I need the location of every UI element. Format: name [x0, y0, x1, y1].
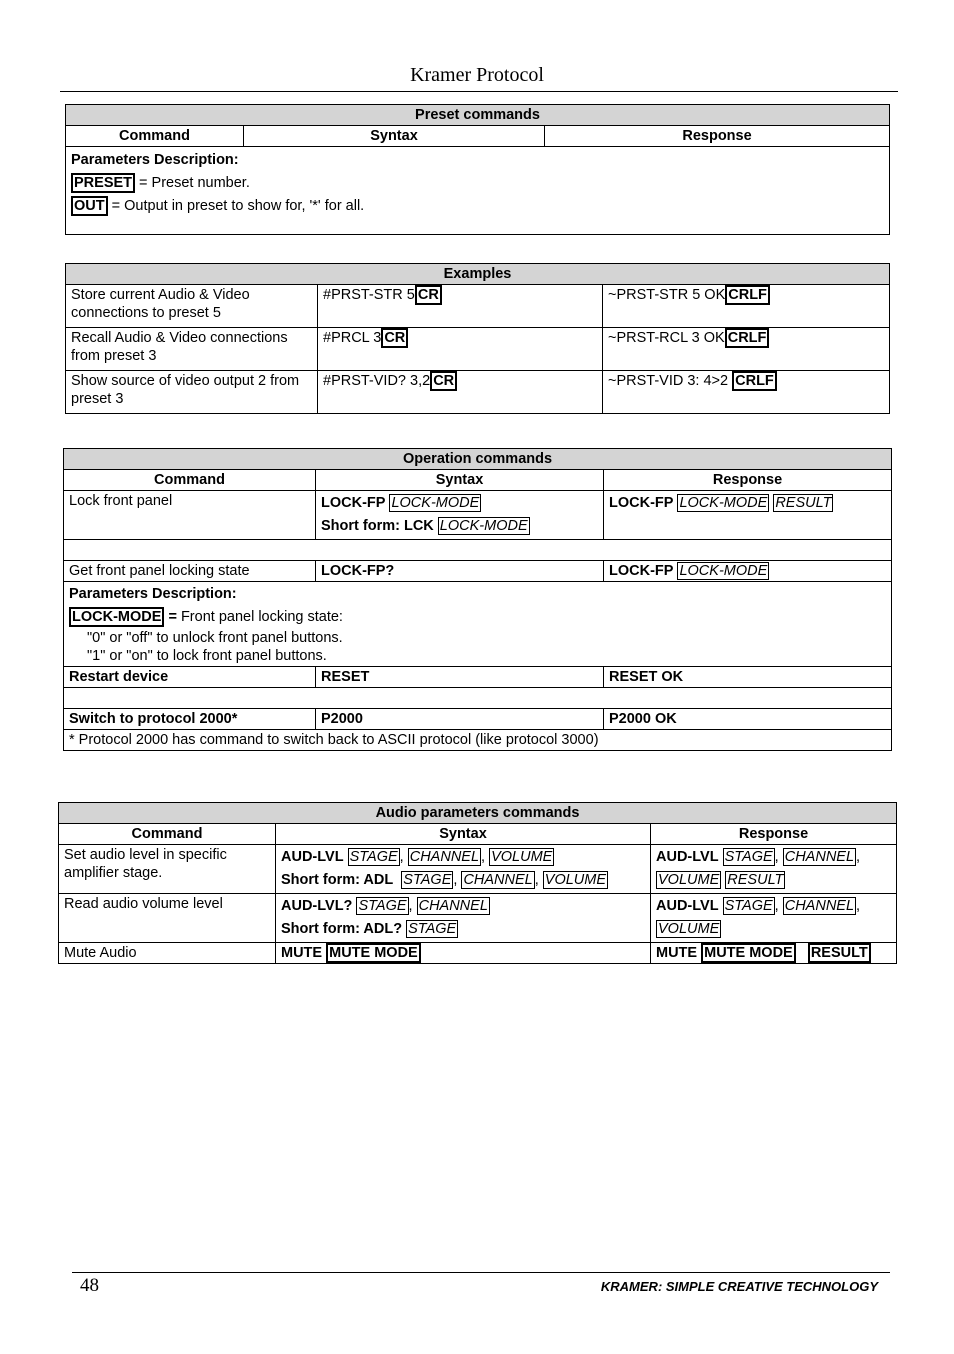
- example-cmd: [318, 285, 603, 328]
- restart-cmd: Restart device: [64, 667, 316, 688]
- get-syntax: [276, 894, 651, 943]
- get-response: [604, 561, 892, 582]
- param: CHANNEL: [463, 872, 533, 888]
- get-syntax: LOCK-FP?: [316, 561, 604, 582]
- blank-row: [64, 540, 892, 561]
- params-label: Parameters Description:: [69, 586, 237, 602]
- kw: MUTE: [656, 945, 698, 961]
- kw: AUD-LVL: [656, 898, 719, 914]
- crlf-token: CRLF: [725, 328, 770, 348]
- audio-commands-table: [58, 802, 897, 964]
- param: LOCK-MODE: [679, 495, 768, 511]
- p2000-response: P2000 OK: [604, 709, 892, 730]
- sep: ,: [774, 849, 783, 865]
- kw: LOCK-FP: [609, 495, 674, 511]
- p2000-cmd: Switch to protocol 2000*: [64, 709, 316, 730]
- sep: ,: [774, 898, 783, 914]
- kw: AUD-LVL: [281, 849, 344, 865]
- cr-token: CR: [415, 285, 442, 305]
- page-number: 48: [80, 1275, 99, 1296]
- table-row: [64, 491, 892, 540]
- col-command: Command: [64, 470, 316, 491]
- mute-cmd: Mute Audio: [59, 943, 276, 964]
- param: RESULT: [775, 495, 832, 511]
- param: VOLUME: [544, 872, 607, 888]
- kw: AUD-LVL?: [281, 898, 353, 914]
- lock-syntax: [316, 491, 604, 540]
- mute-response: [651, 943, 897, 964]
- sep: ,: [453, 872, 462, 888]
- param: STAGE: [408, 921, 457, 937]
- col-response: Response: [604, 470, 892, 491]
- example-desc: Store current Audio & Video connections to preset 5: [66, 285, 318, 328]
- table-row: [64, 730, 892, 751]
- table-row: [64, 582, 892, 667]
- table-row: [66, 371, 890, 414]
- resp-text: ~PRST-VID 3: 4>2: [608, 373, 733, 389]
- params-description: [66, 147, 890, 235]
- get-response: [651, 894, 897, 943]
- sep: ,: [534, 872, 543, 888]
- example-resp: [603, 285, 890, 328]
- table-row: [59, 894, 897, 943]
- crlf-token: CRLF: [725, 285, 770, 305]
- example-cmd: [318, 371, 603, 414]
- param-option: "1" or "on" to lock front panel buttons.: [87, 648, 327, 664]
- set-syntax: [276, 845, 651, 894]
- get-cmd: Read audio volume level: [59, 894, 276, 943]
- col-response: Response: [651, 824, 897, 845]
- param: CHANNEL: [784, 898, 855, 914]
- param: VOLUME: [658, 872, 720, 888]
- crlf-token: CRLF: [732, 371, 777, 391]
- kw: LOCK-FP: [321, 495, 386, 511]
- param-key-out: OUT: [71, 196, 108, 216]
- kw: LOCK-FP: [609, 563, 674, 579]
- param: CHANNEL: [784, 849, 855, 865]
- sep: ,: [481, 849, 490, 865]
- param: VOLUME: [491, 849, 553, 865]
- param: STAGE: [724, 898, 773, 914]
- cmd-text: #PRCL 3: [323, 330, 382, 346]
- example-cmd: [318, 328, 603, 371]
- example-desc: Show source of video output 2 from preset 3: [66, 371, 318, 414]
- col-syntax: Syntax: [316, 470, 604, 491]
- resp-text: ~PRST-RCL 3 OK: [608, 330, 725, 346]
- param: LOCK-MODE: [391, 495, 480, 511]
- p2000-syntax: P2000: [316, 709, 604, 730]
- param: MUTE MODE: [701, 943, 796, 963]
- header-rule: [60, 91, 898, 92]
- cmd-text: #PRST-STR 5: [323, 287, 415, 303]
- col-response: Response: [545, 126, 890, 147]
- preset-commands-table: [65, 104, 890, 235]
- table-row: [59, 845, 897, 894]
- set-response: [651, 845, 897, 894]
- kw: MUTE: [281, 945, 323, 961]
- restart-response: RESET OK: [604, 667, 892, 688]
- footer-tagline: KRAMER: SIMPLE CREATIVE TECHNOLOGY: [600, 1279, 878, 1294]
- param-option: "0" or "off" to unlock front panel buttons.: [87, 630, 343, 646]
- kw: AUD-LVL: [656, 849, 719, 865]
- param: LOCK-MODE: [439, 518, 528, 534]
- params-label: Parameters Description:: [71, 152, 239, 168]
- param-key: LOCK-MODE: [69, 607, 164, 627]
- footer-rule: [72, 1272, 890, 1273]
- example-resp: [603, 328, 890, 371]
- cr-token: CR: [430, 371, 457, 391]
- examples-table: [65, 263, 890, 414]
- param-desc: Front panel locking state:: [180, 609, 343, 625]
- table-row: [59, 943, 897, 964]
- param-desc-preset: = Preset number.: [135, 175, 250, 191]
- col-command: Command: [66, 126, 244, 147]
- sep: ,: [856, 849, 861, 865]
- param: STAGE: [403, 872, 452, 888]
- section-title: Operation commands: [64, 449, 892, 470]
- cr-token: CR: [381, 328, 408, 348]
- table-row: [64, 667, 892, 688]
- section-title: Audio parameters commands: [59, 803, 897, 824]
- cmd-text: #PRST-VID? 3,2: [323, 373, 431, 389]
- kw: Short form: LCK: [321, 518, 434, 534]
- kw: Short form: ADL?: [281, 921, 403, 937]
- table-row: [66, 285, 890, 328]
- table-row: [64, 709, 892, 730]
- param-key-preset: PRESET: [71, 173, 135, 193]
- lock-cmd: Lock front panel: [64, 491, 316, 540]
- blank-row: [64, 688, 892, 709]
- kw: Short form: ADL: [281, 872, 394, 888]
- param: CHANNEL: [409, 849, 480, 865]
- params-description: [64, 582, 892, 667]
- sep: ,: [856, 898, 861, 914]
- page-header-title: Kramer Protocol: [410, 64, 544, 86]
- table-row: [66, 328, 890, 371]
- param: MUTE MODE: [326, 943, 421, 963]
- section-title: Examples: [66, 264, 890, 285]
- param: RESULT: [727, 872, 784, 888]
- param: STAGE: [358, 898, 407, 914]
- restart-syntax: RESET: [316, 667, 604, 688]
- param: CHANNEL: [418, 898, 488, 914]
- col-command: Command: [59, 824, 276, 845]
- param: STAGE: [349, 849, 398, 865]
- resp-text: ~PRST-STR 5 OK: [608, 287, 726, 303]
- param: LOCK-MODE: [679, 563, 768, 579]
- col-syntax: Syntax: [276, 824, 651, 845]
- param-eq: =: [164, 609, 181, 625]
- operation-commands-table: [63, 448, 892, 751]
- param-desc-out: = Output in preset to show for, '*' for all.: [107, 198, 365, 214]
- footnote: * Protocol 2000 has command to switch back to ASCII protocol (like protocol 3000): [64, 730, 892, 751]
- param: VOLUME: [658, 921, 720, 937]
- example-resp: [603, 371, 890, 414]
- col-syntax: Syntax: [244, 126, 545, 147]
- sep: ,: [408, 898, 417, 914]
- table-row: [64, 561, 892, 582]
- set-cmd: Set audio level in specific amplifier stage.: [59, 845, 276, 894]
- example-desc: Recall Audio & Video connections from preset 3: [66, 328, 318, 371]
- param: STAGE: [724, 849, 773, 865]
- sep: ,: [399, 849, 408, 865]
- mute-syntax: [276, 943, 651, 964]
- get-cmd: Get front panel locking state: [64, 561, 316, 582]
- lock-response: [604, 491, 892, 540]
- param: RESULT: [808, 943, 871, 963]
- section-title: Preset commands: [66, 105, 890, 126]
